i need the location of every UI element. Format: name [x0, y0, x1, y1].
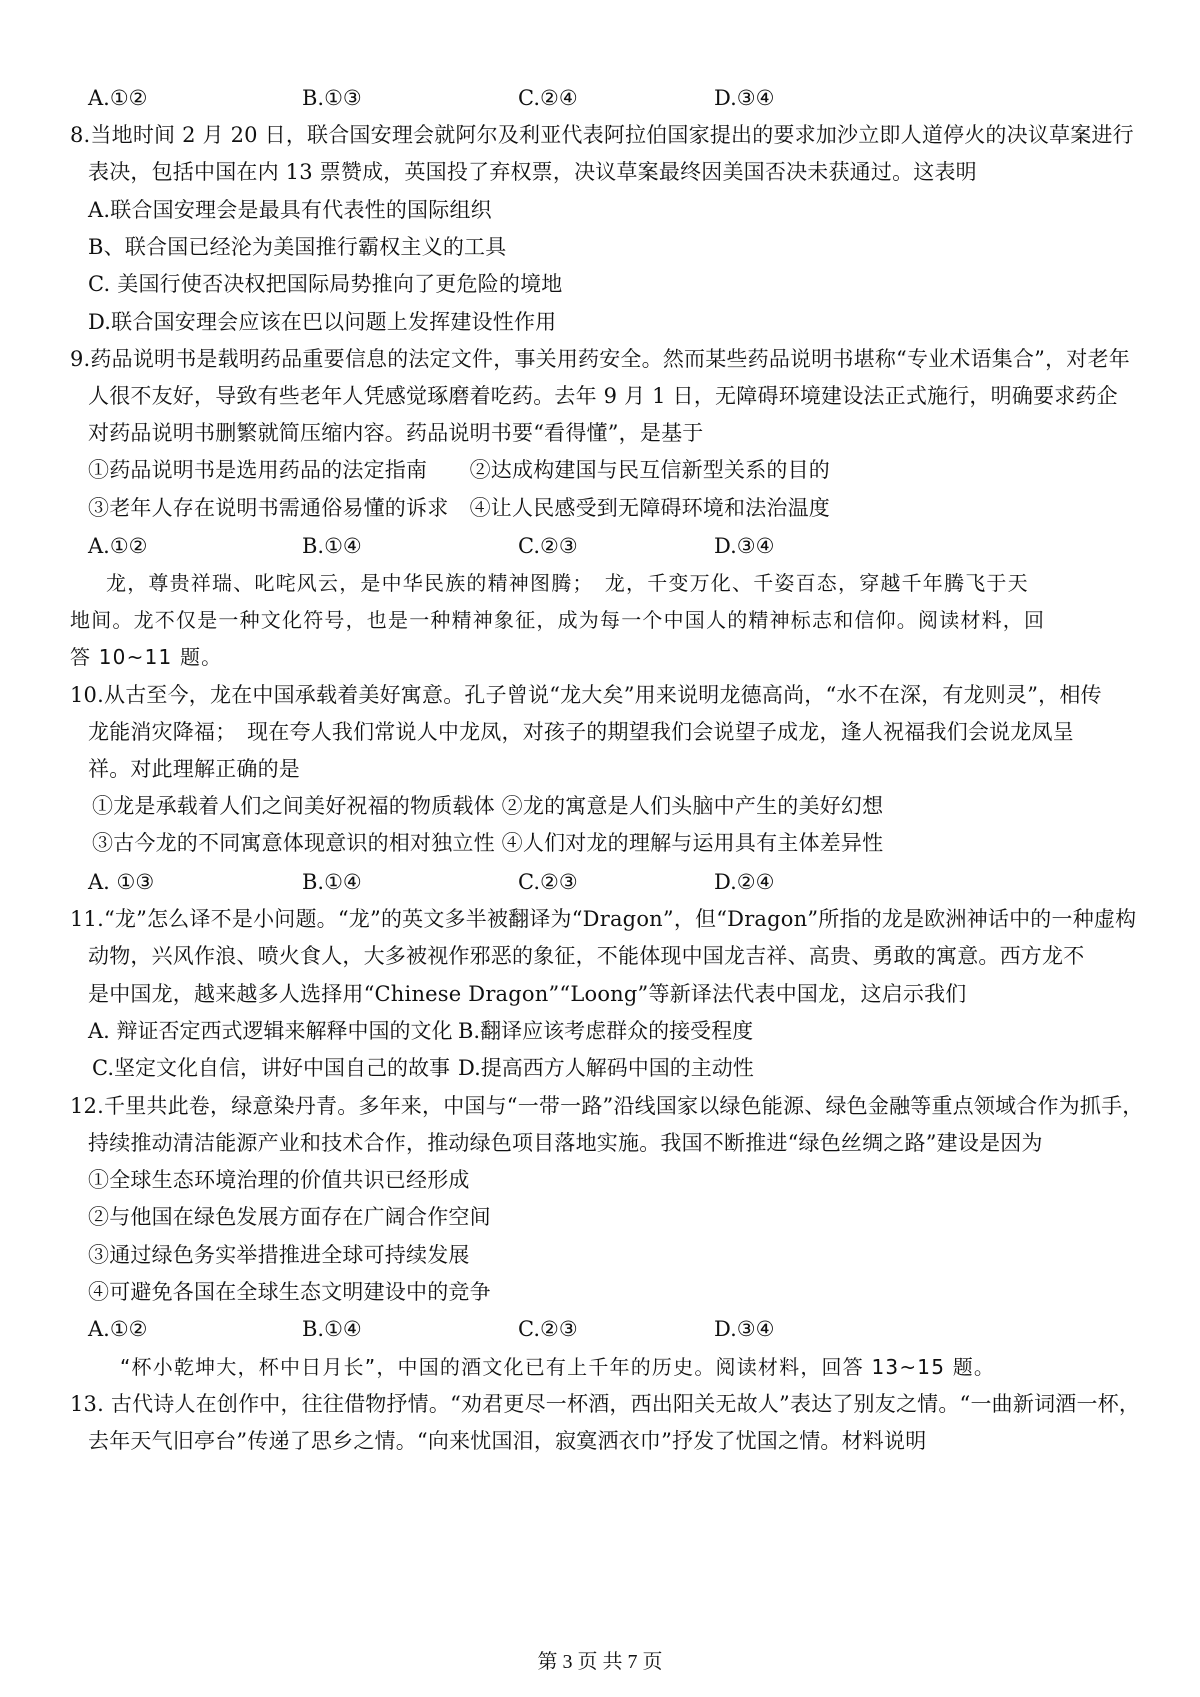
q7-option-a: A.①②	[88, 86, 148, 110]
q12-option-b: B.①④	[302, 1317, 362, 1341]
q9-statements-line-1: ①药品说明书是选用药品的法定指南 ②达成构建国与民互信新型关系的目的	[88, 458, 830, 482]
q8-option-a: A.联合国安理会是最具有代表性的国际组织	[88, 198, 492, 222]
q12-statement-1: ①全球生态环境治理的价值共识已经形成	[88, 1168, 470, 1192]
q9-option-c: C.②③	[518, 534, 578, 558]
q10-statements-line-2: ③古今龙的不同寓意体现意识的相对独立性 ④人们对龙的理解与运用具有主体差异性	[92, 831, 884, 855]
q8-option-d: D.联合国安理会应该在巴以问题上发挥建设性作用	[88, 310, 557, 334]
q10-option-d: D.②④	[714, 870, 775, 894]
q10-stem-line-2: 龙能消灾降福； 现在夸人我们常说人中龙凤，对孩子的期望我们会说望子成龙，逢人祝福我们会说龙凤呈	[88, 720, 1074, 744]
q12-option-a: A.①②	[88, 1317, 148, 1341]
q13-stem-line-2: 去年天气旧亭台”传递了思乡之情。“向来忧国泪，寂寞洒衣巾”抒发了忧国之情。材料说明	[88, 1429, 927, 1453]
material-wine: “杯小乾坤大，杯中日月长”，中国的酒文化已有上千年的历史。阅读材料，回答 13~15 题。	[120, 1355, 996, 1379]
q11-stem-line-1: 11.“龙”怎么译不是小问题。“龙”的英文多半被翻译为“Dragon”，但“Dragon”所指的龙是欧洲神话中的一种虚构	[70, 907, 1137, 931]
q8-stem-line-1: 8.当地时间 2 月 20 日，联合国安理会就阿尔及利亚代表阿拉伯国家提出的要求加沙立即人道停火的决议草案进行	[70, 123, 1134, 147]
q10-option-b: B.①④	[302, 870, 362, 894]
q10-stem-line-1: 10.从古至今，龙在中国承载着美好寓意。孔子曾说“龙大矣”用来说明龙德高尚，“水不在深，有龙则灵”，相传	[70, 683, 1102, 707]
q13-stem-line-1: 13. 古代诗人在创作中，往往借物抒情。“劝君更尽一杯酒，西出阳关无故人”表达了别友之情。“一曲新词酒一杯，	[70, 1392, 1141, 1416]
q10-option-a: A. ①③	[88, 870, 155, 894]
q8-option-c: C. 美国行使否决权把国际局势推向了更危险的境地	[88, 272, 563, 296]
q10-stem-line-3: 祥。对此理解正确的是	[88, 757, 300, 781]
q12-statement-4: ④可避免各国在全球生态文明建设中的竞争	[88, 1280, 491, 1304]
q12-statement-2: ②与他国在绿色发展方面存在广阔合作空间	[88, 1205, 491, 1229]
q9-stem-line-2: 人很不友好，导致有些老年人凭感觉琢磨着吃药。去年 9 月 1 日，无障碍环境建设法正式施行，明确要求药企	[88, 384, 1118, 408]
q12-option-d: D.③④	[714, 1317, 775, 1341]
q7-option-b: B.①③	[302, 86, 362, 110]
q9-stem-line-1: 9.药品说明书是载明药品重要信息的法定文件，事关用药安全。然而某些药品说明书堪称“专业术语集合”，对老年	[70, 347, 1130, 371]
q11-stem-line-3: 是中国龙，越来越多人选择用“Chinese Dragon”“Loong”等新译法代表中国龙，这启示我们	[88, 982, 967, 1006]
q11-option-d: D.提高西方人解码中国的主动性	[458, 1056, 754, 1080]
q12-stem-line-2: 持续推动清洁能源产业和技术合作，推动绿色项目落地实施。我国不断推进“绿色丝绸之路”建设是因为	[88, 1131, 1043, 1155]
q8-option-b: B、联合国已经沦为美国推行霸权主义的工具	[88, 235, 507, 259]
q11-option-a: A. 辩证否定西式逻辑来解释中国的文化	[88, 1019, 453, 1043]
q12-option-c: C.②③	[518, 1317, 578, 1341]
q11-option-b: B.翻译应该考虑群众的接受程度	[458, 1019, 754, 1043]
q10-statements-line-1: ①龙是承载着人们之间美好祝福的物质载体 ②龙的寓意是人们头脑中产生的美好幻想	[92, 794, 884, 818]
q11-stem-line-2: 动物，兴风作浪、喷火食人，大多被视作邪恶的象征，不能体现中国龙吉祥、高贵、勇敢的寓意。西方龙不	[88, 944, 1085, 968]
material-dragon-line-1: 龙，尊贵祥瑞、叱咤风云，是中华民族的精神图腾； 龙，千变万化、千姿百态，穿越千年腾飞于天	[106, 571, 1029, 595]
q9-statements-line-2: ③老年人存在说明书需通俗易懂的诉求 ④让人民感受到无障碍环境和法治温度	[88, 496, 830, 520]
q12-stem-line-1: 12.千里共此卷，绿意染丹青。多年来，中国与“一带一路”沿线国家以绿色能源、绿色金融等重点领域合作为抓手，	[70, 1094, 1144, 1118]
q9-option-d: D.③④	[714, 534, 775, 558]
page-number-footer: 第 3 页 共 7 页	[537, 1651, 663, 1673]
q9-stem-line-3: 对药品说明书删繁就简压缩内容。药品说明书要“看得懂”，是基于	[88, 421, 704, 445]
q10-option-c: C.②③	[518, 870, 578, 894]
q7-option-d: D.③④	[714, 86, 775, 110]
material-dragon-line-2: 地间。龙不仅是一种文化符号，也是一种精神象征，成为每一个中国人的精神标志和信仰。阅读材料，回	[70, 608, 1046, 632]
q8-stem-line-2: 表决，包括中国在内 13 票赞成，英国投了弃权票，决议草案最终因美国否决未获通过。这表明	[88, 160, 977, 184]
q11-option-c: C.坚定文化自信，讲好中国自己的故事	[92, 1056, 450, 1080]
q12-statement-3: ③通过绿色务实举措推进全球可持续发展	[88, 1243, 470, 1267]
q7-option-c: C.②④	[518, 86, 578, 110]
q9-option-a: A.①②	[88, 534, 148, 558]
q9-option-b: B.①④	[302, 534, 362, 558]
material-dragon-line-3: 答 10~11 题。	[70, 645, 223, 669]
